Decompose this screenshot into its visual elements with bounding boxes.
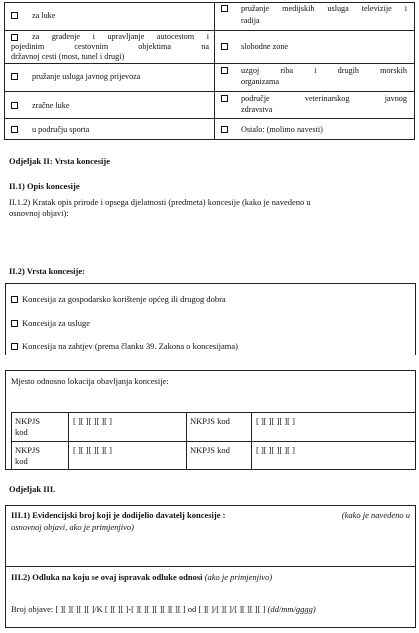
date-format-hint: (dd/mm/gggg) [267, 604, 316, 614]
option-label: Koncesija za gospodarsko korištenje općeg ili drugog dobra [22, 294, 226, 304]
checkbox-ostalo[interactable] [221, 126, 228, 133]
checkbox-medijske-usluge[interactable] [221, 5, 228, 12]
iii1-note: osnovnoj objavi, ako je primjenjivo) [11, 522, 134, 532]
nkpjs-code-slots[interactable]: [ ][ ][ ][ ][ ] [256, 416, 295, 426]
iii1-note: (kako je navedeno u [341, 510, 410, 520]
checkbox-autocesta[interactable] [11, 34, 18, 41]
checkbox-na-zahtjev[interactable] [11, 343, 18, 350]
option-label: organizama [241, 77, 280, 86]
description-label: II.1.2) Kratak opis prirode i opsega djelatnosti (predmeta) koncesije (kako je navedeno u [9, 197, 311, 207]
section-heading: Odjeljak III. [9, 484, 56, 494]
nkpjs-label: kod [15, 427, 28, 437]
iii1-label: III.1) Evidencijski broj koji je dodijelio davatelj koncesije : [11, 510, 226, 520]
option-label: uzgoj riba i drugih morskih [241, 66, 407, 75]
option-label: pojedinim cestovnim objektima na [11, 42, 209, 51]
option-label: državnoj cesti (most, tunel i drugi) [11, 52, 125, 61]
iii2-note: (ako je primjenjivo) [204, 572, 273, 582]
option-label: Ostalo: (molimo navesti) [241, 125, 323, 134]
checkbox-slobodne-zone[interactable] [221, 43, 228, 50]
description-label: osnovnoj objavi): [9, 208, 69, 218]
option-label: za luke [32, 11, 56, 20]
option-label: Koncesija na zahtjev (prema članku 39. Zakona o koncesijama) [22, 341, 238, 351]
broj-objave-slots: Broj objave: [ ][ ][ ][ ][ ]/K [ ][ ][ ]-[ ][ ][ ][ ][ ][ ][ ] od [ ][ ]/[ ][ ]/[ ][ ][ ][ ] [11, 604, 266, 614]
option-label: područje veterinarskog javnog [241, 94, 407, 103]
option-label: pružanje medijskih usluga televizije i [241, 4, 407, 13]
option-label: slobodne zone [241, 42, 289, 51]
subsection-heading: II.1) Opis koncesije [9, 181, 80, 191]
subsection-heading: II.2) Vrsta koncesije: [9, 266, 85, 276]
section-heading: Odjeljak II: Vrsta koncesije [9, 156, 110, 166]
option-label: radija [241, 16, 260, 25]
checkbox-za-luke[interactable] [11, 12, 18, 19]
iii2-label: III.2) Odluka na koju se ovaj ispravak odluke odnosi [11, 572, 203, 582]
option-label: zračne luke [32, 101, 70, 110]
option-label: zdravstva [241, 105, 273, 114]
checkbox-zracne-luke[interactable] [11, 102, 18, 109]
nkpjs-label: kod [15, 456, 28, 466]
checkbox-usluge[interactable] [11, 320, 18, 327]
checkbox-gospodarsko-koristenje[interactable] [11, 296, 18, 303]
location-label: Mjesto odnosno lokacija obavljanja koncesije: [11, 376, 169, 386]
nkpjs-code-slots[interactable]: [ ][ ][ ][ ][ ] [73, 416, 112, 426]
option-label: Koncesija za usluge [22, 318, 90, 328]
nkpjs-label: NKPJS kod [190, 416, 230, 426]
nkpjs-label: NKPJS kod [190, 445, 230, 455]
broj-objave-field[interactable] [11, 604, 316, 615]
checkbox-sport[interactable] [11, 126, 18, 133]
checkbox-uzgoj-riba[interactable] [221, 67, 228, 74]
iii1-field[interactable] [11, 510, 410, 521]
checkbox-veterinarstvo[interactable] [221, 95, 228, 102]
option-label: za građenje i upravljanje autocestom i [32, 32, 209, 41]
nkpjs-label: NKPJS [15, 416, 41, 426]
option-label: pružanje usluga javnog prijevoza [32, 72, 141, 81]
nkpjs-label: NKPJS [15, 445, 41, 455]
checkbox-javni-prijevoz[interactable] [11, 73, 18, 80]
nkpjs-code-slots[interactable]: [ ][ ][ ][ ][ ] [73, 445, 112, 455]
nkpjs-code-slots[interactable]: [ ][ ][ ][ ][ ] [256, 445, 295, 455]
option-label: u području sporta [32, 125, 90, 134]
iii2-field[interactable] [11, 572, 272, 583]
